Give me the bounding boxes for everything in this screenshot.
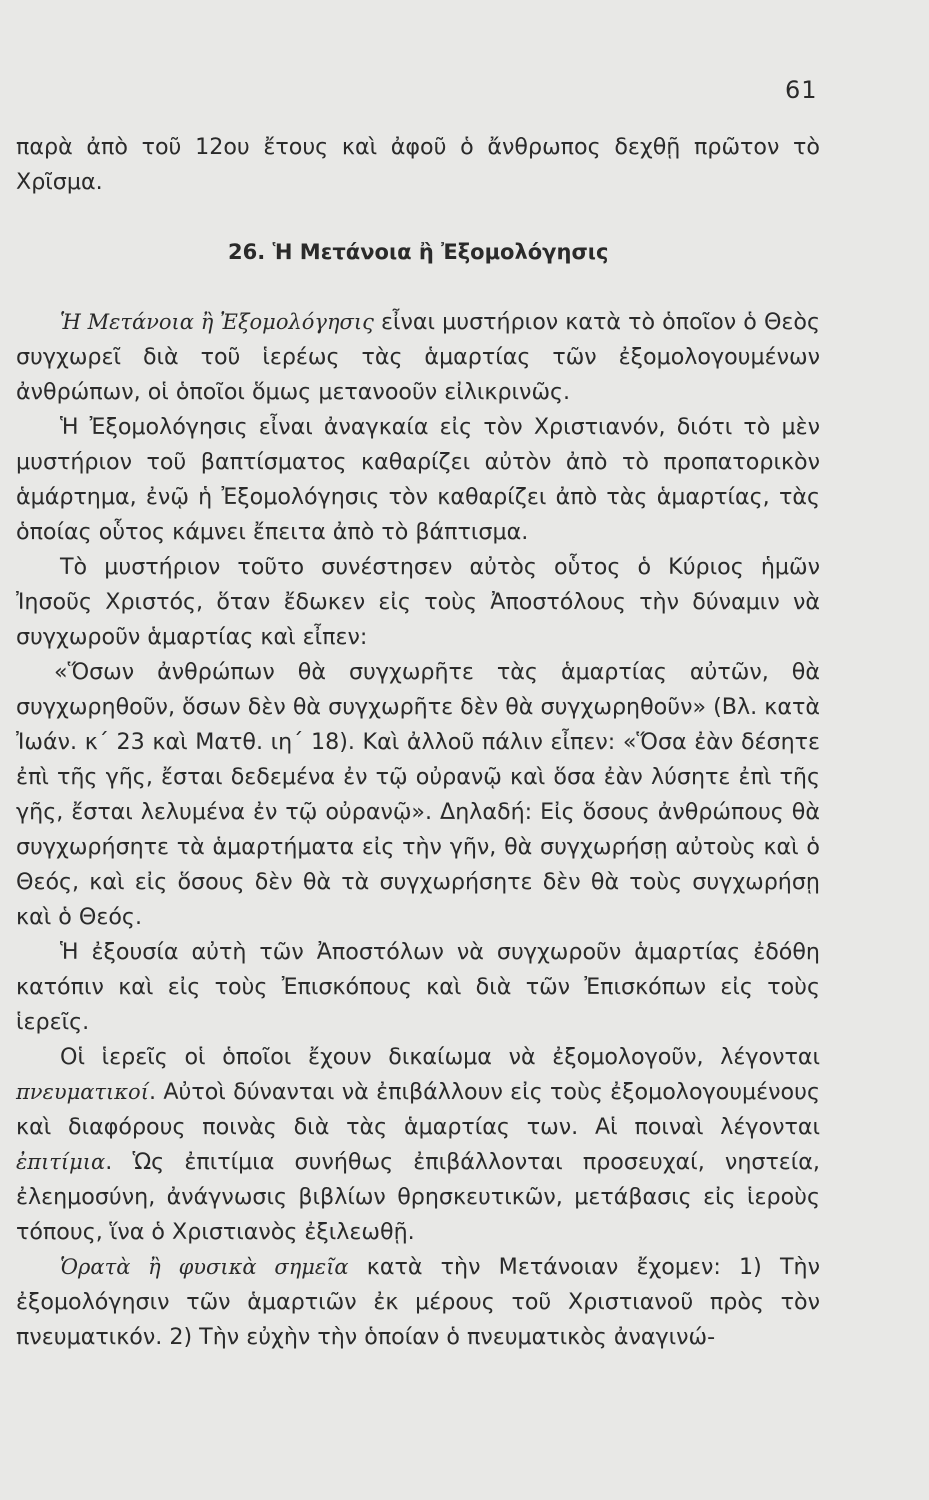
visible-signs-term: Ὁρατὰ ἢ φυσικὰ σημεῖα xyxy=(60,1255,349,1279)
scripture-quote-paragraph: «Ὅσων ἀνθρώπων θὰ συγχωρῆτε τὰς ἁμαρτίας αὐτῶν, θὰ συγχωρηθοῦν, ὅσων δὲν θὰ συγχωρῆτε δὲν θὰ συγχωρηθοῦν» (Βλ. κατὰ Ἰωάν. κ΄ 23 καὶ Ματθ. ιη΄ 18). Καὶ ἀλλοῦ πάλιν εἶπεν: «Ὅσα ἐὰν δέσητε ἐπὶ τῆς γῆς, ἔσται δεδεμένα ἐν τῷ οὐρανῷ καὶ ὅσα ἐὰν λύσητε ἐπὶ τῆς γῆς, ἔσται λελυμένα ἐν τῷ οὐρανῷ». Δηλαδή: Εἰς ὅσους ἀνθρώπους θὰ συγχωρήσητε τὰ ἁμαρτήματα εἰς τὴν γῆν, θὰ συγχωρήσῃ αὐτοὺς καὶ ὁ Θεός, καὶ εἰς ὅσους δὲν θὰ τὰ συγχωρήσητε δὲν θὰ τοὺς συγχωρήσῃ καὶ ὁ Θεός. xyxy=(16,659,820,930)
section-heading xyxy=(16,200,820,305)
definition-text: εἶναι μυστήριον κατὰ τὸ ὁποῖον ὁ Θεὸς συγχωρεῖ διὰ τοῦ ἱερέως τὰς ἁμαρτίας τῶν ἐξομολογουμένων ἀνθρώπων, οἱ ὁποῖοι ὅμως μετανοοῦν εἰλικρινῶς. xyxy=(16,309,821,405)
priests-text-a: Οἱ ἱερεῖς οἱ ὁποῖοι ἔχουν δικαίωμα νὰ ἐξομολογοῦν, λέγονται xyxy=(60,1044,820,1070)
page-number: 61 xyxy=(785,76,818,104)
priests-text-c: . Ὡς ἐπιτίμια συνήθως ἐπιβάλλονται προσευχαί, νηστεία, ἐλεημοσύνη, ἀνάγνωσις βιβλίων θρησκευτικῶν, μετάβασις εἰς ἱεροὺς τόπους, ἵνα ὁ Χριστιανὸς ἐξιλεωθῇ. xyxy=(16,1149,820,1245)
term-epitimia: ἐπιτίμια xyxy=(16,1150,106,1174)
priests-text-b: . Αὐτοὶ δύνανται νὰ ἐπιβάλλουν εἰς τοὺς ἐξομολογουμένους καὶ διαφόρους ποινὰς διὰ τὰς ἁμαρτίας των. Αἱ ποιναὶ λέγονται xyxy=(16,1079,820,1140)
definition-paragraph xyxy=(16,305,820,410)
definition-term: Ἡ Μετάνοια ἢ Ἐξομολόγησις xyxy=(60,310,374,334)
authority-paragraph: Ἡ ἐξουσία αὐτὴ τῶν Ἀποστόλων νὰ συγχωροῦν ἁμαρτίας ἐδόθη κατόπιν καὶ εἰς τοὺς Ἐπισκόπους καὶ διὰ τῶν Ἐπισκόπων εἰς τοὺς ἱερεῖς. xyxy=(16,939,820,1035)
term-pneumatikoi: πνευματικοί xyxy=(16,1080,149,1104)
visible-signs-paragraph xyxy=(16,1250,820,1355)
visible-signs-text: κατὰ τὴν Μετάνοιαν ἔχομεν: 1) Τὴν ἐξομολόγησιν τῶν ἁμαρτιῶν ἐκ μέρους τοῦ Χριστιανοῦ πρὸς τὸν πνευματικόν. 2) Τὴν εὐχὴν τὴν ὁποίαν ὁ πνευματικὸς ἀναγινώ- xyxy=(16,1254,820,1350)
page-body xyxy=(16,130,820,1355)
section-title: Ἡ Μετάνοια ἢ Ἐξομολόγησις xyxy=(272,240,609,264)
necessity-paragraph: Ἡ Ἐξομολόγησις εἶναι ἀναγκαία εἰς τὸν Χριστιανόν, διότι τὸ μὲν μυστήριον τοῦ βαπτίσματος καθαρίζει αὐτὸν ἀπὸ τὸ προπατορικὸν ἁμάρτημα, ἐνῷ ἡ Ἐξομολόγησις τὸν καθαρίζει ἀπὸ τὰς ἁμαρτίας, τὰς ὁποίας οὗτος κάμνει ἔπειτα ἀπὸ τὸ βάπτισμα. xyxy=(16,414,820,545)
section-number: 26. xyxy=(228,240,266,264)
priests-paragraph xyxy=(16,1040,820,1250)
institution-paragraph: Τὸ μυστήριον τοῦτο συνέστησεν αὐτὸς οὗτος ὁ Κύριος ἡμῶν Ἰησοῦς Χριστός, ὅταν ἔδωκεν εἰς τοὺς Ἀποστόλους τὴν δύναμιν νὰ συγχωροῦν ἁμαρτίας καὶ εἶπεν: xyxy=(16,554,820,650)
intro-paragraph: παρὰ ἀπὸ τοῦ 12ου ἔτους καὶ ἀφοῦ ὁ ἄνθρωπος δεχθῇ πρῶτον τὸ Χρῖσμα. xyxy=(16,134,820,195)
